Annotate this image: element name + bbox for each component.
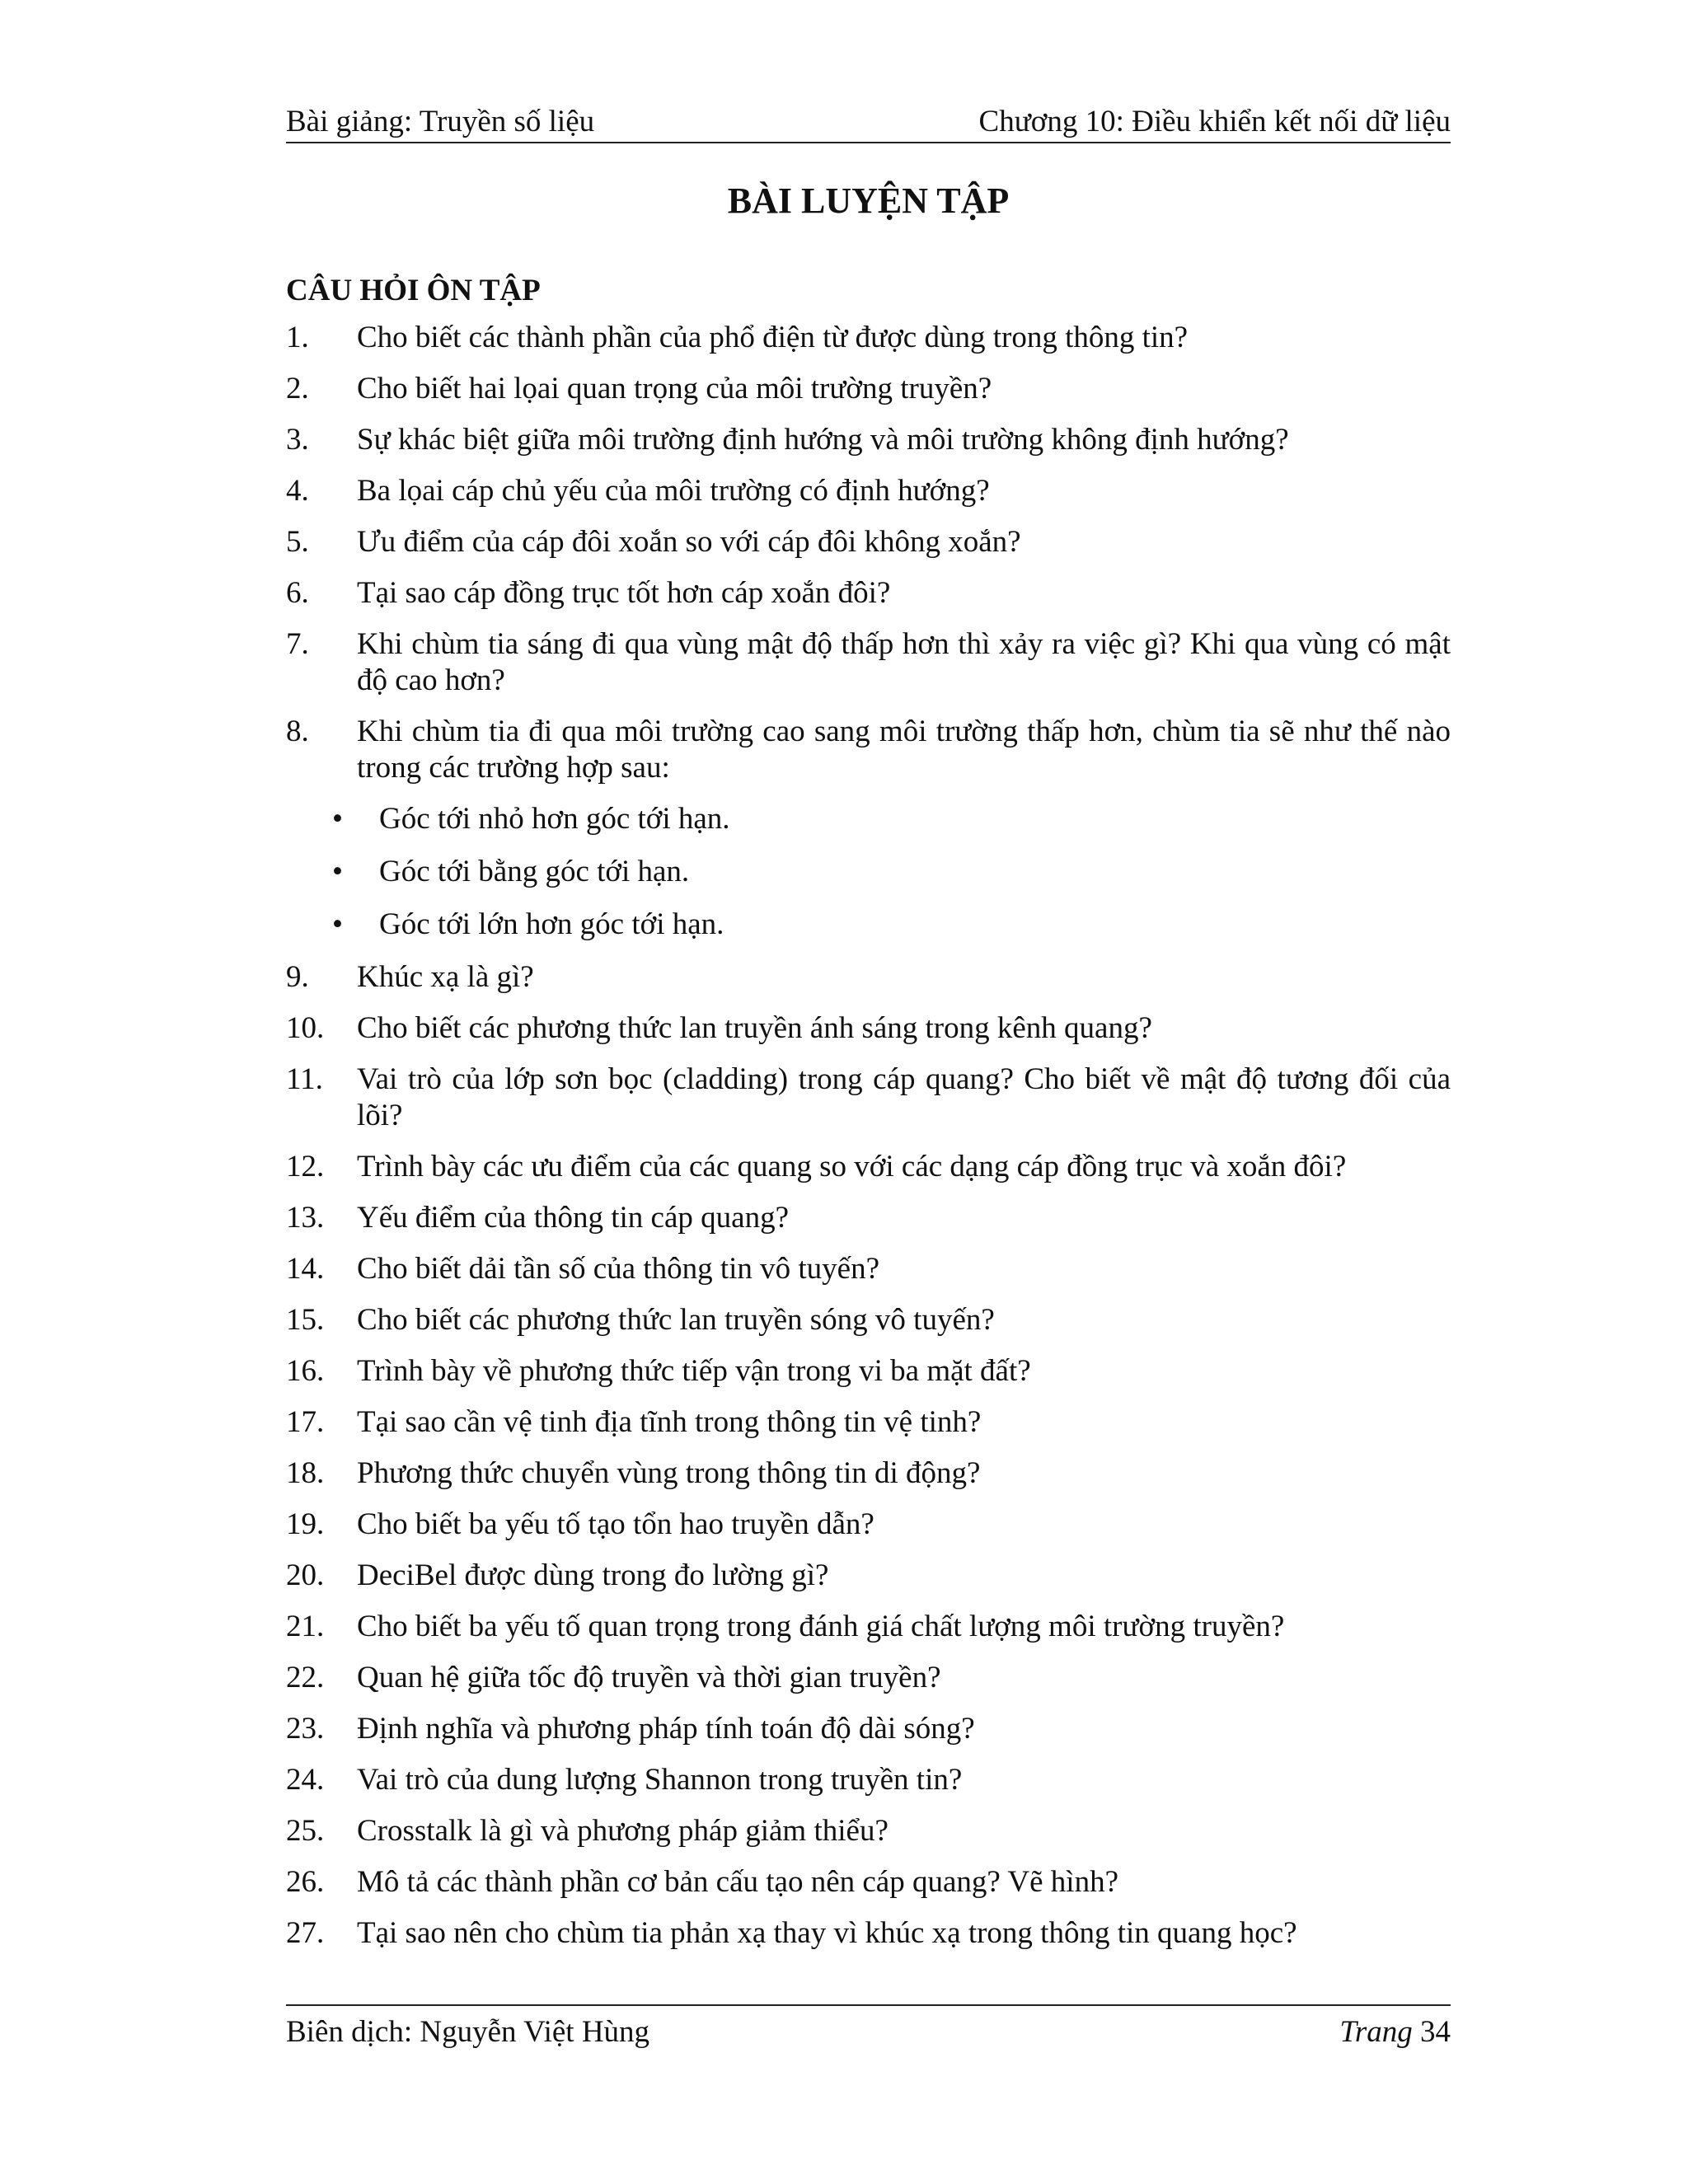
question-text: Cho biết các thành phần của phổ điện từ được dùng trong thông tin? [357, 321, 1189, 354]
question-text: Định nghĩa và phương pháp tính toán độ dài sóng? [357, 1712, 975, 1746]
question-item [286, 1200, 1451, 1236]
question-text: Phương thức chuyển vùng trong thông tin di động? [357, 1456, 981, 1490]
question-number: 11. [286, 1062, 323, 1096]
question-text: Khi chùm tia đi qua môi trường cao sang môi trường thấp hơn, chùm tia sẽ như thế nào trong các trường hợp sau: [357, 715, 1451, 785]
question-text: Khi chùm tia sáng đi qua vùng mật độ thấp hơn thì xảy ra việc gì? Khi qua vùng có mật độ cao hơn? [357, 627, 1451, 697]
question-text: Cho biết hai lọai quan trọng của môi trường truyền? [357, 372, 992, 405]
question-text: Cho biết các phương thức lan truyền ánh sáng trong kênh quang? [357, 1011, 1152, 1045]
question-text: Quan hệ giữa tốc độ truyền và thời gian truyền? [357, 1661, 941, 1694]
question-text: Cho biết ba yếu tố tạo tổn hao truyền dẫn? [357, 1507, 874, 1541]
bullet-text: Góc tới nhỏ hơn góc tới hạn. [379, 802, 730, 836]
question-number: 25. [286, 1814, 325, 1848]
question-number: 18. [286, 1456, 325, 1490]
question-item [286, 1353, 1451, 1390]
question-item [286, 1010, 1451, 1047]
question-text: Vai trò của lớp sơn bọc (cladding) trong cáp quang? Cho biết về mật độ tương đối của lõi? [357, 1062, 1451, 1132]
header-course-title: Bài giảng: Truyền số liệu [286, 105, 595, 138]
question-item [286, 959, 1451, 996]
question-item [286, 1609, 1451, 1645]
question-item [286, 1302, 1451, 1338]
question-number: 24. [286, 1763, 325, 1797]
bullet-text: Góc tới lớn hơn góc tới hạn. [379, 907, 724, 941]
question-text: Tại sao cáp đồng trục tốt hơn cáp xoắn đôi? [357, 576, 891, 610]
question-text: Cho biết các phương thức lan truyền sóng vô tuyến? [357, 1303, 995, 1337]
question-item [286, 1711, 1451, 1747]
bullet-icon: • [332, 907, 343, 941]
question-number: 1. [286, 321, 309, 354]
page-number: 34 [1420, 2015, 1451, 2049]
question-text: Mô tả các thành phần cơ bản cấu tạo nên cáp quang? Vẽ hình? [357, 1865, 1118, 1899]
question-text: Cho biết ba yếu tố quan trọng trong đánh giá chất lượng môi trường truyền? [357, 1610, 1285, 1643]
question-item [286, 1660, 1451, 1696]
bullet-item [286, 907, 1451, 943]
question-item [286, 1813, 1451, 1849]
page-header [286, 102, 1451, 142]
question-item [286, 422, 1451, 458]
question-number: 26. [286, 1865, 325, 1899]
question-item [286, 1864, 1451, 1900]
page-footer [286, 2013, 1451, 2052]
question-item [286, 524, 1451, 560]
question-number: 10. [286, 1011, 325, 1045]
question-number: 16. [286, 1354, 325, 1388]
question-text: Ba lọai cáp chủ yếu của môi trường có định hướng? [357, 474, 990, 508]
page-number-label [1339, 2013, 1451, 2052]
bullet-icon: • [332, 855, 343, 888]
question-item [286, 1455, 1451, 1492]
header-chapter-title: Chương 10: Điều khiển kết nối dữ liệu [978, 105, 1451, 138]
bullet-icon: • [332, 802, 343, 836]
question-text: Trình bày về phương thức tiếp vận trong vi ba mặt đất? [357, 1354, 1031, 1388]
question-number: 4. [286, 474, 309, 508]
question-item [286, 1062, 1451, 1134]
question-text: Sự khác biệt giữa môi trường định hướng và môi trường không định hướng? [357, 423, 1289, 457]
question-text: Vai trò của dung lượng Shannon trong truyền tin? [357, 1763, 963, 1797]
question-number: 13. [286, 1201, 325, 1235]
question-number: 17. [286, 1405, 325, 1439]
bullet-item [286, 854, 1451, 890]
bullet-text: Góc tới bằng góc tới hạn. [379, 855, 690, 888]
page-label: Trang [1339, 2015, 1413, 2049]
question-number: 5. [286, 525, 309, 559]
question-number: 2. [286, 372, 309, 405]
question-item [286, 1149, 1451, 1185]
question-number: 15. [286, 1303, 325, 1337]
question-number: 27. [286, 1916, 325, 1950]
question-item [286, 473, 1451, 509]
question-item [286, 1762, 1451, 1798]
question-number: 12. [286, 1150, 325, 1183]
question-item [286, 1404, 1451, 1441]
question-text: Tại sao cần vệ tinh địa tĩnh trong thông tin vệ tinh? [357, 1405, 982, 1439]
question-item [286, 575, 1451, 612]
question-number: 3. [286, 423, 309, 457]
bullet-item [286, 801, 1451, 837]
footer-divider [286, 2004, 1451, 2006]
question-item [286, 1251, 1451, 1287]
question-number: 14. [286, 1252, 325, 1286]
question-text: DeciBel được dùng trong đo lường gì? [357, 1558, 829, 1592]
question-number: 21. [286, 1610, 325, 1643]
question-text: Ưu điểm của cáp đôi xoắn so với cáp đôi không xoắn? [357, 525, 1021, 559]
question-list [286, 320, 1451, 1966]
question-text: Crosstalk là gì và phương pháp giảm thiểu? [357, 1814, 889, 1848]
question-number: 8. [286, 715, 309, 748]
question-item [286, 320, 1451, 356]
section-heading: CÂU HỎI ÔN TẬP [286, 274, 541, 307]
page-title: BÀI LUYỆN TẬP [727, 180, 1010, 221]
question-number: 7. [286, 627, 309, 661]
question-text: Trình bày các ưu điểm của các quang so với các dạng cáp đồng trục và xoắn đôi? [357, 1150, 1347, 1183]
question-item [286, 1507, 1451, 1543]
question-number: 22. [286, 1661, 325, 1694]
question-number: 9. [286, 960, 309, 994]
question-number: 6. [286, 576, 309, 610]
question-item [286, 371, 1451, 407]
question-item [286, 1915, 1451, 1952]
question-number: 20. [286, 1558, 325, 1592]
footer-translator: Biên dịch: Nguyễn Việt Hùng [286, 2015, 650, 2049]
question-text: Tại sao nên cho chùm tia phản xạ thay vì khúc xạ trong thông tin quang học? [357, 1916, 1297, 1950]
question-item [286, 626, 1451, 699]
question-number: 23. [286, 1712, 325, 1746]
bullet-list [286, 801, 1451, 943]
header-divider [286, 142, 1451, 143]
question-text: Khúc xạ là gì? [357, 960, 534, 994]
question-item [286, 714, 1451, 786]
question-8-bullets [286, 801, 1451, 943]
question-item [286, 1558, 1451, 1594]
question-text: Yếu điểm của thông tin cáp quang? [357, 1201, 789, 1235]
question-number: 19. [286, 1507, 325, 1541]
question-text: Cho biết dải tần số của thông tin vô tuyến? [357, 1252, 880, 1286]
